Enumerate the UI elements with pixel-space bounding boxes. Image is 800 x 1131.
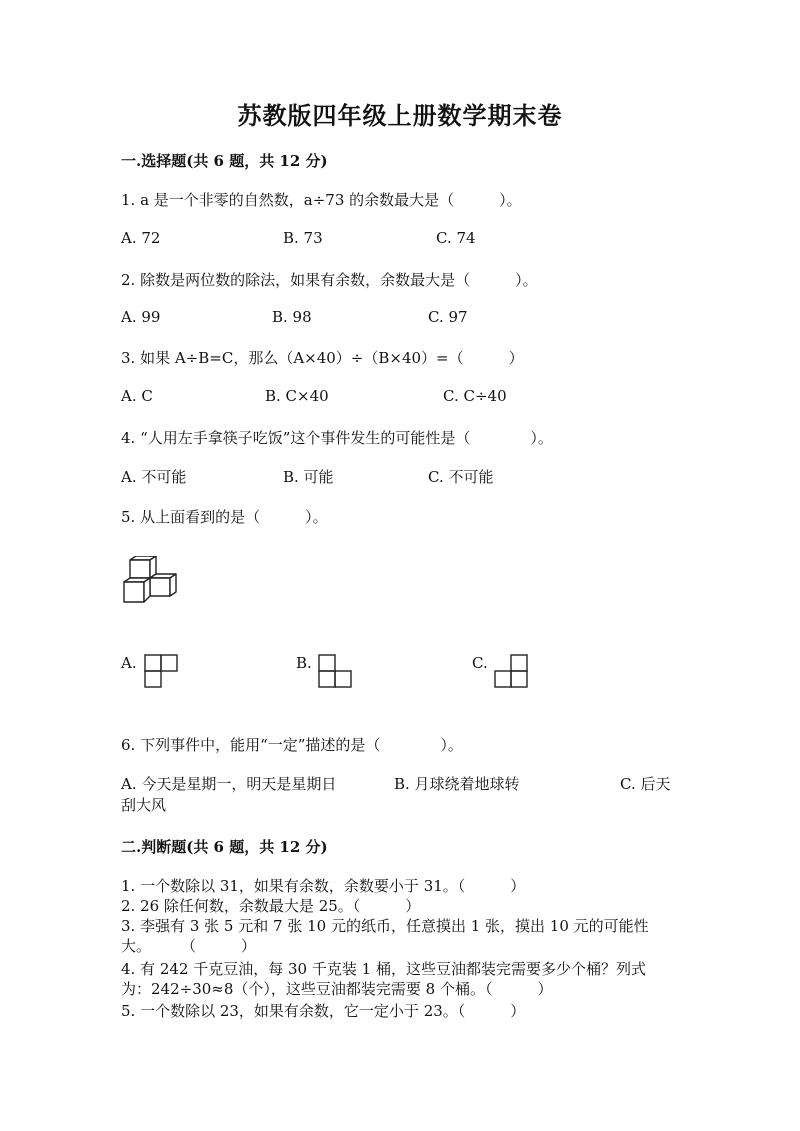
question-3: 3. 如果 A÷B=C，那么（A×40）÷（B×40）=（ ）: [121, 349, 524, 367]
page-title: 苏教版四年级上册数学期末卷: [237, 101, 563, 130]
q2-option-b: B. 98: [272, 308, 312, 326]
judgment-line-3: 3. 李强有 3 张 5 元和 7 张 10 元的纸币，任意摸出 1 张，摸出 10 元的可能性: [121, 917, 649, 935]
question-5: 5. 从上面看到的是（ ）。: [121, 508, 328, 526]
q1-option-c: C. 74: [436, 229, 476, 247]
judgment-line-7: 5. 一个数除以 23，如果有余数，它一定小于 23。（ ）: [121, 1002, 526, 1020]
q5-option-c: C.: [472, 654, 488, 672]
q2-option-c: C. 97: [428, 308, 468, 326]
q6-option-c-continued: 刮大风: [121, 796, 167, 814]
q2-option-a: A. 99: [121, 308, 161, 326]
judgment-line-4: 大。 （ ）: [121, 937, 257, 955]
q6-option-c: C. 后天: [620, 775, 671, 793]
q5-option-b-view: [318, 654, 352, 688]
q4-option-a: A. 不可能: [121, 468, 187, 486]
q6-option-b: B. 月球绕着地球转: [394, 775, 520, 793]
q1-option-a: A. 72: [121, 229, 161, 247]
q5-option-c-view: [494, 654, 528, 688]
cube-stack-figure: [118, 556, 182, 608]
section-heading-choice: 一.选择题(共 6 题，共 12 分): [121, 152, 328, 170]
q3-option-c: C. C÷40: [443, 387, 507, 405]
q5-option-a: A.: [121, 654, 137, 672]
q4-option-b: B. 可能: [283, 468, 334, 486]
section-heading-judgment: 二.判断题(共 6 题，共 12 分): [121, 838, 328, 856]
question-6: 6. 下列事件中，能用“一定”描述的是（ ）。: [121, 736, 463, 754]
question-1: 1. a 是一个非零的自然数，a÷73 的余数最大是（ ）。: [121, 191, 522, 209]
question-2: 2. 除数是两位数的除法，如果有余数，余数最大是（ ）。: [121, 271, 538, 289]
question-4: 4. “人用左手拿筷子吃饭”这个事件发生的可能性是（ ）。: [121, 429, 553, 447]
judgment-line-6: 为：242÷30≈8（个），这些豆油都装完需要 8 个桶。（ ）: [121, 980, 553, 998]
judgment-line-1: 1. 一个数除以 31，如果有余数，余数要小于 31。（ ）: [121, 877, 526, 895]
q6-option-a: A. 今天是星期一，明天是星期日: [121, 775, 337, 793]
judgment-line-2: 2. 26 除任何数，余数最大是 25。（ ）: [121, 897, 421, 915]
q5-option-b: B.: [296, 654, 312, 672]
judgment-line-5: 4. 有 242 千克豆油，每 30 千克装 1 桶，这些豆油都装完需要多少个桶？列式: [121, 960, 646, 978]
q4-option-c: C. 不可能: [428, 468, 494, 486]
q3-option-b: B. C×40: [265, 387, 329, 405]
q5-option-a-view: [144, 654, 178, 688]
q1-option-b: B. 73: [283, 229, 323, 247]
q3-option-a: A. C: [121, 387, 153, 405]
